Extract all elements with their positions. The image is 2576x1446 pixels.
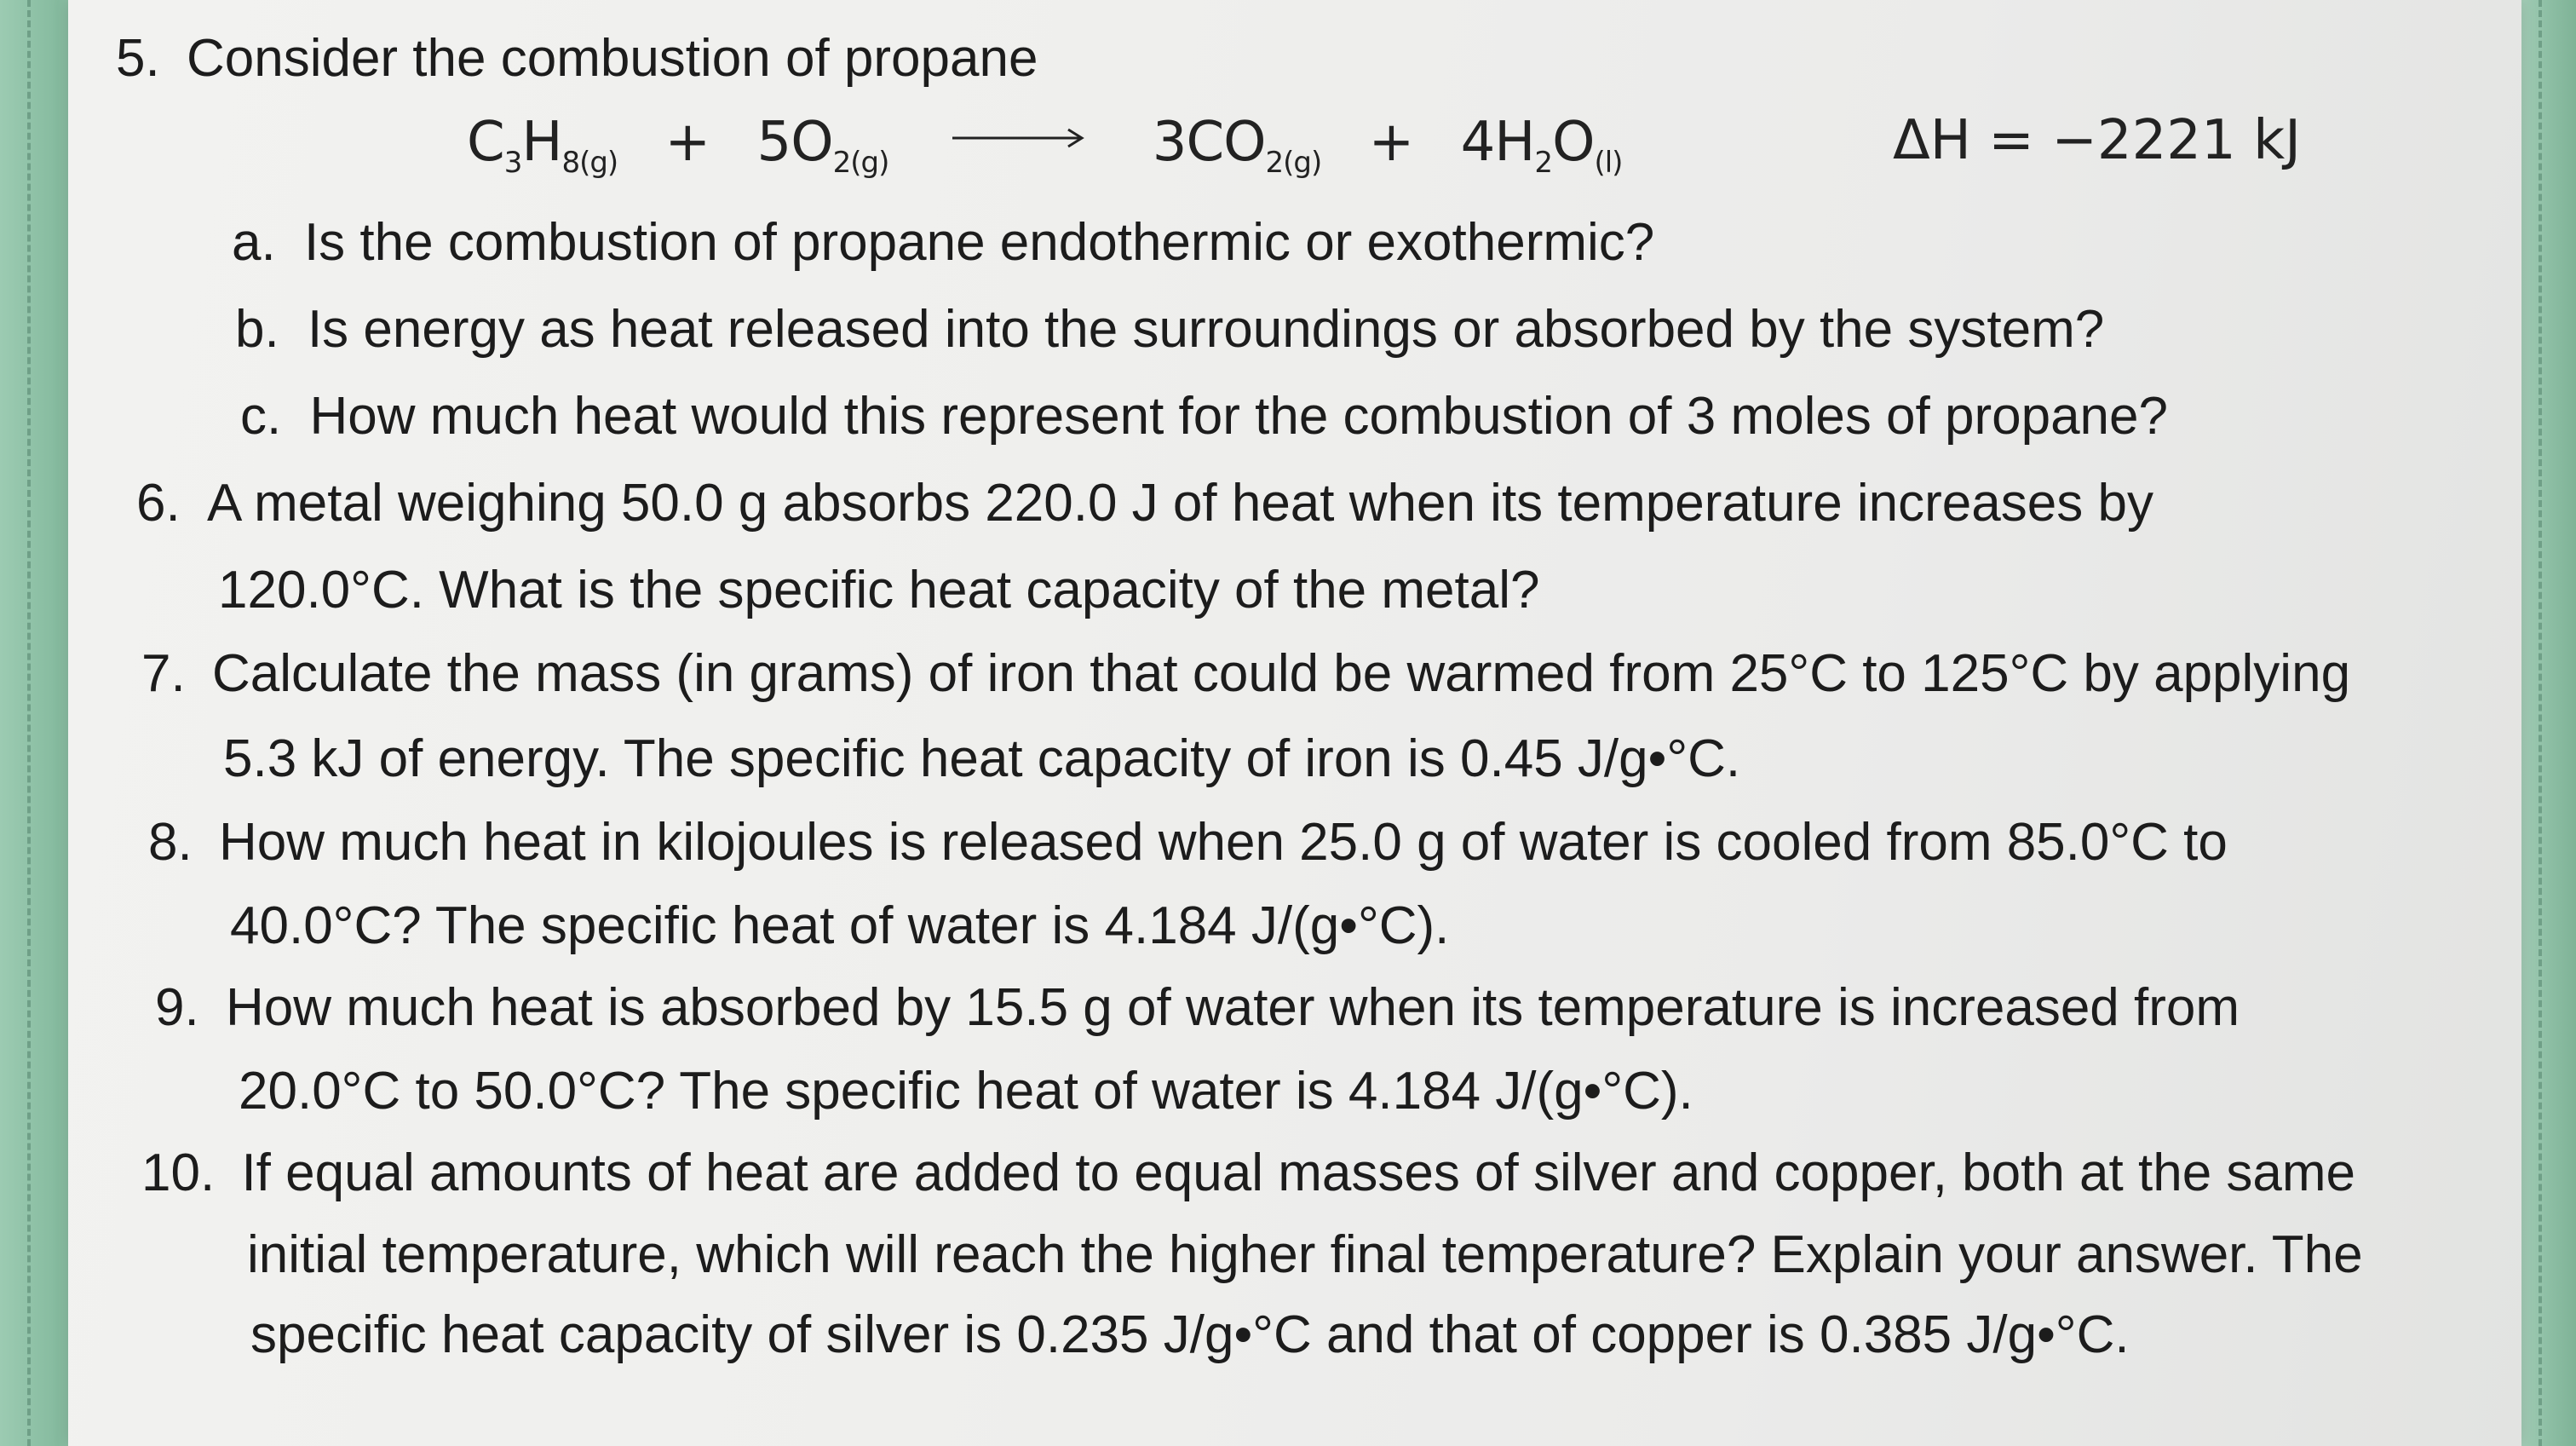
binder-stitch-right (2539, 0, 2542, 1446)
plus-sign: + (664, 111, 710, 174)
question-10-continued-2: specific heat capacity of silver is 0.235 J/g•°C and that of copper is 0.385 J/g•°C. (250, 1305, 2130, 1364)
product-water-oxygen: O (1552, 111, 1595, 174)
reactant-hydrogen: H (521, 111, 562, 174)
question-number: 7. (141, 644, 186, 703)
question-number: 10. (141, 1144, 216, 1202)
question-10 (141, 1144, 2356, 1202)
chemical-equation (467, 111, 1622, 180)
product-water: 4H (1460, 111, 1535, 174)
question-5b (235, 300, 2105, 359)
sub-question-text: Is the combustion of propane endothermic or exothermic? (303, 213, 1655, 272)
question-text: Consider the combustion of propane (186, 29, 1038, 88)
question-7-continued: 5.3 kJ of energy. The specific heat capacity of iron is 0.45 J/g•°C. (223, 729, 1741, 788)
question-text: How much heat is absorbed by 15.5 g of water when its temperature is increased from (225, 978, 2240, 1037)
question-5 (116, 29, 1038, 88)
subscript: 3 (503, 145, 522, 180)
reaction-arrow-icon (952, 125, 1089, 151)
question-7 (141, 644, 2351, 703)
question-5a (232, 213, 1655, 272)
question-9 (155, 978, 2240, 1037)
question-5c (240, 387, 2169, 446)
product-co2: 3CO (1152, 111, 1266, 174)
question-number: 6. (136, 474, 181, 533)
subscript: (l) (1594, 145, 1623, 180)
question-text: A metal weighing 50.0 g absorbs 220.0 J of heat when its temperature increases by (206, 474, 2153, 533)
question-9-continued: 20.0°C to 50.0°C? The specific heat of water is 4.184 J/(g•°C). (239, 1062, 1693, 1121)
sub-question-label: a. (232, 213, 276, 272)
question-text: If equal amounts of heat are added to equal masses of silver and copper, both at the same (241, 1144, 2356, 1202)
question-text: How much heat in kilojoules is released when 25.0 g of water is cooled from 85.0°C to (218, 813, 2228, 872)
subscript: 8(g) (561, 145, 618, 180)
reactant-oxygen: 5O (756, 111, 833, 174)
question-8-continued: 40.0°C? The specific heat of water is 4.184 J/(g•°C). (230, 896, 1450, 955)
subscript: 2(g) (1265, 145, 1322, 180)
sub-question-label: b. (235, 300, 279, 359)
enthalpy-change: ΔH = −2221 kJ (1893, 109, 2301, 172)
subscript: 2(g) (832, 145, 889, 180)
reactant-carbon: C (467, 111, 504, 174)
question-6-continued: 120.0°C. What is the specific heat capacity of the metal? (218, 561, 1540, 619)
sub-question-text: How much heat would this represent for the combustion of 3 moles of propane? (309, 387, 2169, 446)
question-8 (148, 813, 2228, 872)
question-text: Calculate the mass (in grams) of iron that could be warmed from 25°C to 125°C by applying (211, 644, 2351, 703)
sub-question-text: Is energy as heat released into the surroundings or absorbed by the system? (307, 300, 2105, 359)
question-6 (136, 474, 2153, 533)
sub-question-label: c. (240, 387, 282, 446)
plus-sign: + (1368, 111, 1414, 174)
question-number: 9. (155, 978, 199, 1037)
question-10-continued-1: initial temperature, which will reach the higher final temperature? Explain your answer. The (247, 1225, 2363, 1284)
question-number: 5. (116, 29, 160, 88)
subscript: 2 (1534, 145, 1553, 180)
question-number: 8. (148, 813, 193, 872)
binder-stitch-left (27, 0, 31, 1446)
